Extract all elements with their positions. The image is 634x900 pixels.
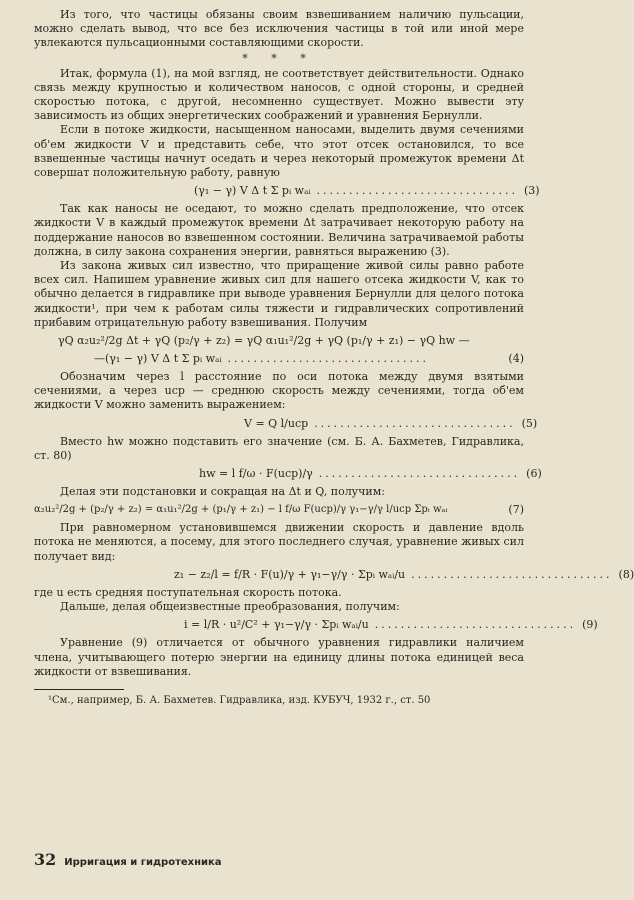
equation-4-line-2 <box>34 352 524 366</box>
leader-dots: ............................... <box>411 567 613 581</box>
equation-8 <box>34 567 634 582</box>
equation-3-number: (3) <box>523 184 540 198</box>
equation-8-number: (8) <box>618 567 634 581</box>
equation-7-number: (7) <box>508 503 524 517</box>
equation-8-expression: z₁ − z₂/l = f/R · F(u)/γ + γ₁−γ/γ · Σpᵢ wₐᵢ/u <box>174 567 406 581</box>
paragraph-12: Уравнение (9) отличается от обычного уравнения гидравлики наличием члена, учитывающего потерю энергии на единицу длины потока единицей веса жидкости от взвешивания. <box>34 636 524 678</box>
equation-9-number: (9) <box>582 618 598 632</box>
leader-dots: ............................... <box>314 416 516 430</box>
equation-7-expression: α₂u₂²/2g + (p₂/γ + z₂) = α₁u₁²/2g + (p₁/γ + z₁) − l f/ω F(uср)/γ γ₁−γ/γ l/uср Σpᵢ wₐᵢ <box>34 504 448 516</box>
paragraph-4: Так как наносы не оседают, то можно сделать предположение, что отсек жидкости V в каждый промежуток времени Δt затрачивает некоторую работу на поддержание наносов во взвешенном состоянии. Величина затрачиваемой работы должна, в силу закона сохранения энергии, равняться выражению (3). <box>34 202 524 258</box>
leader-dots: ............................... <box>316 184 518 198</box>
paragraph-9: При равномерном установившемся движении скорость и давление вдоль потока не меняются, а посему, для этого последнего случая, уравнение живых сил получает вид: <box>34 521 524 563</box>
paragraph-3: Если в потоке жидкости, насыщенном наносами, выделить двумя сечениями об'ем жидкости V и представить себе, что этот отсек остановился, то все взвешенные частицы начнут оседать и через некоторый промежуток времени Δt совершат положительную работу, равную <box>34 123 524 180</box>
equation-9-expression: i = l/R · u²/C² + γ₁−γ/γ · Σpᵢ wₐᵢ/u <box>184 618 369 632</box>
leader-dots: ............................... <box>374 618 577 632</box>
equation-5 <box>34 416 538 431</box>
paragraph-1: Из того, что частицы обязаны своим взвешиванием наличию пульсации, можно сделать вывод, что все без исключения частицы в той или иной мере увлекаются пульсационными составляющими скорости. <box>34 8 524 50</box>
equation-5-expression: V = Q l/uср <box>244 416 309 430</box>
equation-5-number: (5) <box>521 416 538 430</box>
section-separator: * * * <box>242 51 316 65</box>
footnote: ¹См., например, Б. А. Бахметев. Гидравлика, изд. КУБУЧ, 1932 г., ст. 50 <box>48 694 431 706</box>
paragraph-6: Обозначим через l расстояние по оси потока между двумя взятыми сечениями, а через uср — среднюю скорость между сечениями, тогда об'ем жидкости V можно заменить выражением: <box>34 370 524 412</box>
equation-7 <box>34 503 524 517</box>
page-footer <box>34 850 222 869</box>
paragraph-2: Итак, формула (1), на мой взгляд, не соответствует действительности. Однако связь между крупностью и количеством наносов, с одной стороны, и средней скоростью потока, с другой, несомненно существует. Можно вывести эту зависимость из общих энергетических соображений и уравнения Бернулли. <box>34 66 524 123</box>
equation-6 <box>34 467 542 481</box>
paragraph-10: где u есть средняя поступательная скорость потока. <box>34 585 342 599</box>
paragraph-11: Дальше, делая общеизвестные преобразования, получим: <box>60 600 400 614</box>
equation-4b-expression: —(γ₁ − γ) V Δ t Σ pᵢ wₐᵢ <box>94 352 222 366</box>
equation-3-expression: (γ₁ − γ) V Δ t Σ pᵢ wₐᵢ <box>194 184 311 198</box>
journal-title: Ирригация и гидротехника <box>64 857 222 868</box>
footnote-divider <box>34 689 124 690</box>
equation-4-line-1 <box>34 334 524 348</box>
leader-dots: ............................... <box>227 352 429 366</box>
leader-dots: ............................... <box>318 467 521 481</box>
equation-3 <box>34 184 540 198</box>
equation-4a-expression: γQ α₂u₂²/2g Δt + γQ (p₂/γ + z₂) = γQ α₁u₁²/2g + γQ (p₁/γ + z₁) − γQ hw — <box>58 334 470 348</box>
paragraph-7: Вместо hw можно подставить его значение (см. Б. А. Бахметев, Гидравлика, ст. 80) <box>34 434 524 462</box>
equation-6-number: (6) <box>526 467 542 481</box>
paragraph-8: Делая эти подстановки и сокращая на Δt и Q, получим: <box>60 485 386 499</box>
equation-4-number: (4) <box>508 352 524 366</box>
equation-6-expression: hw = l f/ω · F(uср)/γ <box>199 467 313 481</box>
equation-9 <box>34 618 598 632</box>
paragraph-5: Из закона живых сил известно, что приращение живой силы равно работе всех сил. Напишем уравнение живых сил для нашего отсека жидкости V, как то обычно делается в гидравлике при выводе уравнения Бернулли для целого потока жидкости¹, при чем к работам силы тяжести и гидравлических сопротивлений прибавим отрицательную работу взвешивания. Получим <box>34 259 524 329</box>
page-number: 32 <box>34 850 57 869</box>
